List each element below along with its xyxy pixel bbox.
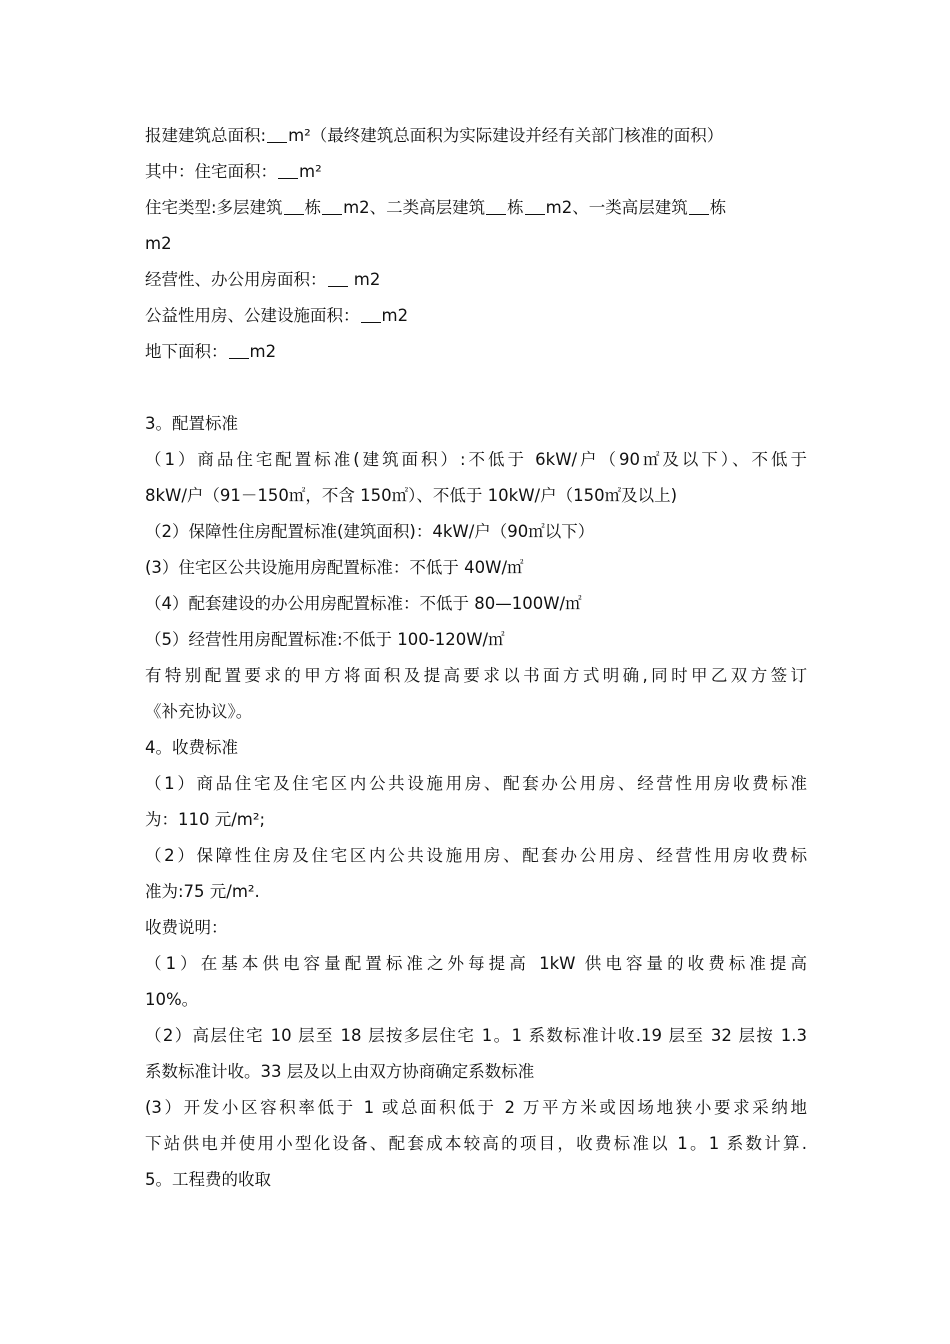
fees-item-1-line-1: （1）商品住宅及住宅区内公共设施用房、配套办公用房、经营性用房收费标准 xyxy=(145,774,807,793)
public-area-line xyxy=(145,298,807,334)
blank-line xyxy=(145,370,807,406)
special-requirements-line-2: 《补充协议》。 xyxy=(145,702,253,721)
config-item-1-line-1: （1）商品住宅配置标准(建筑面积）:不低于 6kW/户（90㎡及以下）、不低于 xyxy=(145,450,807,469)
fees-heading: 4。收费标准 xyxy=(145,738,238,757)
fees-note-1-line-1: （1）在基本供电容量配置标准之外每提高 1kW 供电容量的收费标准提高 xyxy=(145,954,807,973)
commercial-area-unit: m2 xyxy=(348,270,381,289)
fees-item-1-line-2: 为：110 元/m²; xyxy=(145,810,266,829)
class2-label: m2、二类高层建筑 xyxy=(343,198,486,217)
public-area-unit: m2 xyxy=(381,306,409,325)
underground-area-label: 地下面积： xyxy=(145,342,228,361)
config-item-4: （4）配套建设的办公用房配置标准：不低于 80—100W/㎡ xyxy=(145,594,582,613)
commercial-area-blank xyxy=(328,268,348,287)
document-page xyxy=(145,118,807,1198)
total-area-label: 报建建筑总面积: xyxy=(145,126,267,145)
fees-note-2-line-1: （2）高层住宅 10 层至 18 层按多层住宅 1。1 系数标准计收.19 层至 32 层按 1.3 xyxy=(145,1026,807,1045)
public-area-blank xyxy=(361,304,381,323)
config-item-2: （2）保障性住房配置标准(建筑面积)：4kW/户（90㎡以下） xyxy=(145,522,595,541)
special-requirements-line-1: 有特别配置要求的甲方将面积及提高要求以书面方式明确,同时甲乙双方签订 xyxy=(145,666,807,685)
fees-note-1-line-2: 10%。 xyxy=(145,990,199,1009)
config-item-1-line-2: 8kW/户（91－150㎡，不含 150㎡）、不低于 10kW/户（150㎡及以上) xyxy=(145,486,678,505)
fees-notes-heading: 收费说明： xyxy=(145,918,228,937)
fees-note-3-line-1: (3）开发小区容积率低于 1 或总面积低于 2 万平方米或因场地狭小要求采纳地 xyxy=(145,1098,807,1117)
commercial-area-label: 经营性、办公用房面积： xyxy=(145,270,327,289)
multistory-area-blank xyxy=(322,196,342,215)
total-area-line xyxy=(145,118,807,154)
class1-unit: 栋 xyxy=(709,198,727,217)
fees-item-2-line-1: （2）保障性住房及住宅区内公共设施用房、配套办公用房、经营性用房收费标 xyxy=(145,846,807,865)
residential-types-label: 住宅类型:多层建筑 xyxy=(145,198,283,217)
residential-area-label: 其中：住宅面积： xyxy=(145,162,277,181)
class1-count-blank xyxy=(689,196,709,215)
residential-area-line xyxy=(145,154,807,190)
underground-area-blank xyxy=(229,340,249,359)
commercial-area-line xyxy=(145,262,807,298)
config-item-3: (3）住宅区公共设施用房配置标准：不低于 40W/㎡ xyxy=(145,558,524,577)
residential-area-blank xyxy=(278,160,298,179)
residential-types-line-2 xyxy=(145,226,807,262)
residential-area-unit: m² xyxy=(299,162,322,181)
fees-note-2-line-2: 系数标准计收。33 层及以上由双方协商确定系数标准 xyxy=(145,1062,535,1081)
class1-label: m2、一类高层建筑 xyxy=(545,198,688,217)
residential-types-line xyxy=(145,190,807,226)
multistory-count-blank xyxy=(284,196,304,215)
engineering-fee-heading: 5。工程费的收取 xyxy=(145,1170,271,1189)
underground-area-unit: m2 xyxy=(249,342,277,361)
public-area-label: 公益性用房、公建设施面积： xyxy=(145,306,360,325)
underground-area-line xyxy=(145,334,807,370)
config-item-5: （5）经营性用房配置标准:不低于 100-120W/㎡ xyxy=(145,630,505,649)
total-area-blank xyxy=(267,124,287,143)
multistory-unit: 栋 xyxy=(304,198,322,217)
fees-item-2-line-2: 准为:75 元/m². xyxy=(145,882,260,901)
class2-unit: 栋 xyxy=(507,198,524,217)
class2-count-blank xyxy=(486,196,506,215)
class2-area-blank xyxy=(525,196,545,215)
total-area-note: m²（最终建筑总面积为实际建设并经有关部门核准的面积） xyxy=(288,126,724,145)
class1-area-unit: m2 xyxy=(145,234,172,253)
config-heading: 3。配置标准 xyxy=(145,414,238,433)
fees-note-3-line-2: 下站供电并使用小型化设备、配套成本较高的项目，收费标准以 1。1 系数计算. xyxy=(145,1134,807,1153)
